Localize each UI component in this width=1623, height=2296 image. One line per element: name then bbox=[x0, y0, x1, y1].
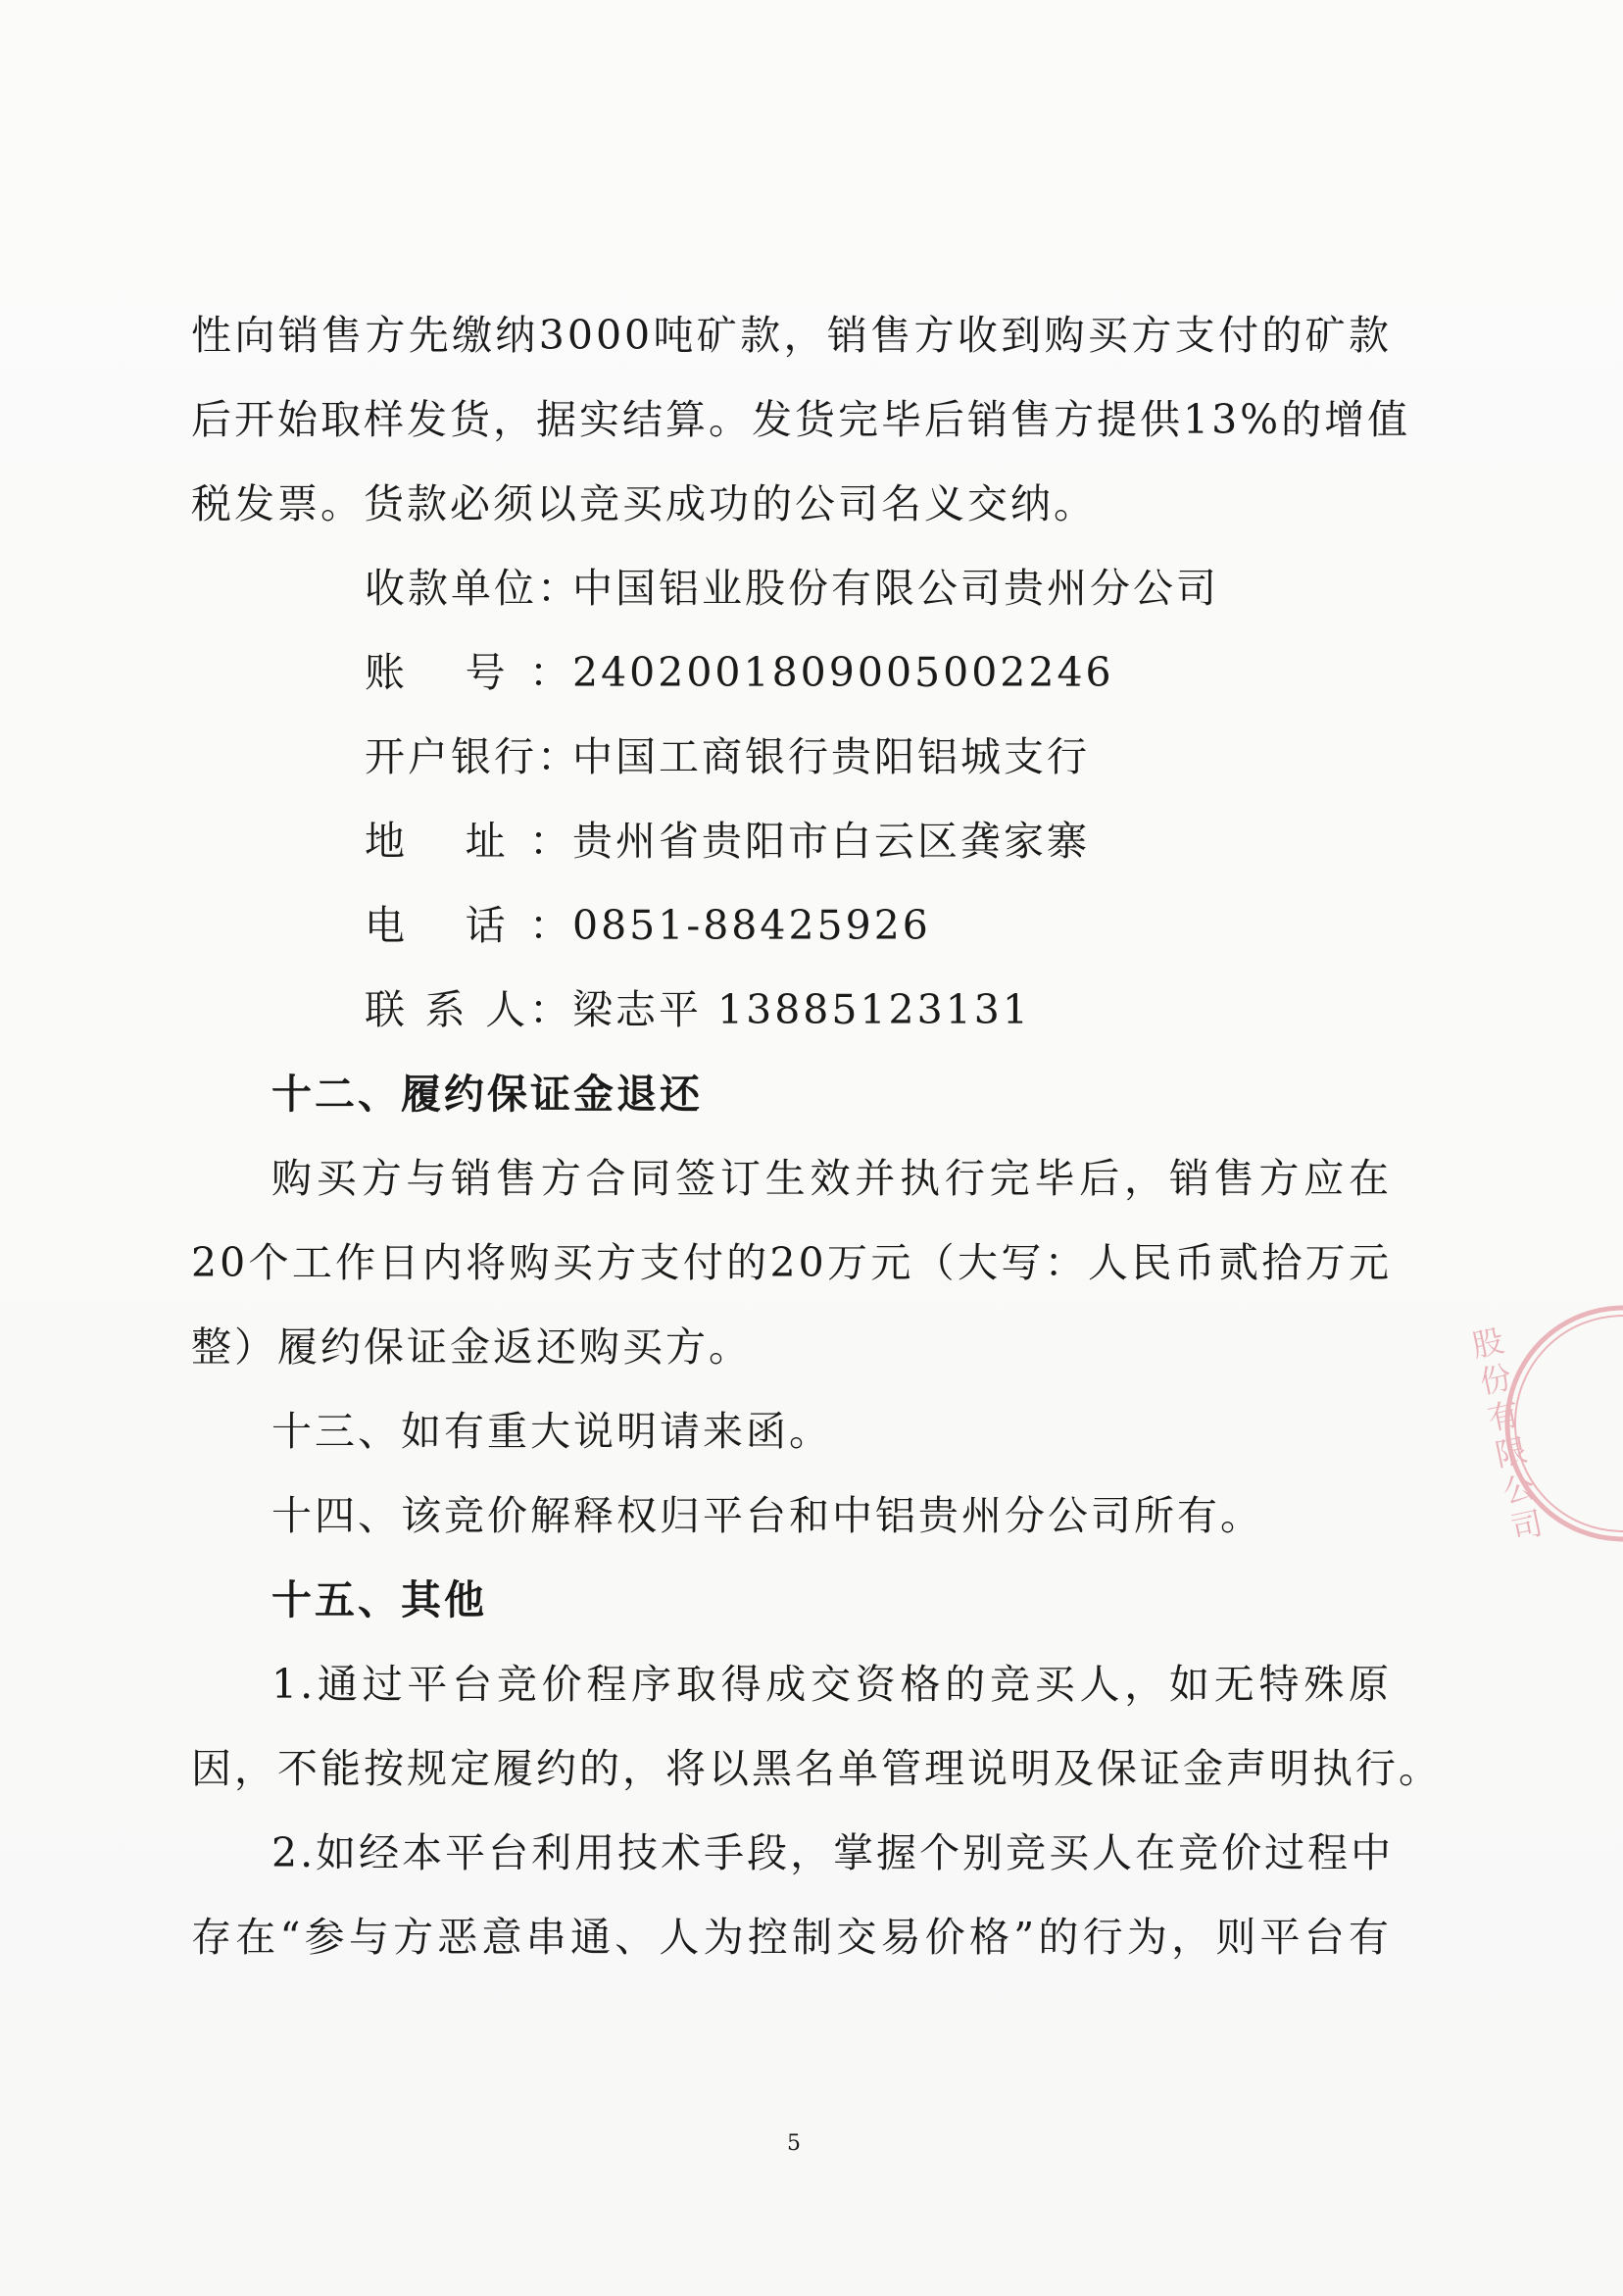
payment-row-account bbox=[365, 633, 1247, 712]
payment-row-bank bbox=[365, 718, 1247, 796]
section-12-title: 十二、履约保证金退还 bbox=[271, 1071, 703, 1118]
contact-label: 联 系 人： bbox=[365, 986, 572, 1033]
payment-row-phone bbox=[365, 886, 1247, 965]
bank-value: 中国工商银行贵阳铝城支行 bbox=[572, 733, 1090, 780]
payee-label: 收款单位： bbox=[365, 565, 580, 612]
bank-label: 开户银行： bbox=[365, 733, 580, 780]
phone-value: 0851-88425926 bbox=[572, 902, 931, 949]
contact-value: 梁志平 13885123131 bbox=[572, 986, 1031, 1033]
section-12-line-3: 整）履约保证金返还购买方。 bbox=[191, 1323, 752, 1371]
section-15-item-2-line-2: 存在“参与方恶意串通、人为控制交易价格”的行为，则平台有 bbox=[191, 1914, 1392, 1961]
payment-row-address bbox=[365, 802, 1247, 880]
phone-label: 电 话： bbox=[365, 902, 572, 949]
payment-row-contact bbox=[365, 971, 1247, 1049]
section-15-title: 十五、其他 bbox=[271, 1576, 487, 1623]
account-label: 账 号： bbox=[365, 649, 572, 696]
section-14: 十四、该竞价解释权归平台和中铝贵州分公司所有。 bbox=[271, 1492, 1263, 1539]
payment-row-payee bbox=[365, 549, 1247, 627]
paragraph-line-3: 税发票。货款必须以竞买成功的公司名义交纳。 bbox=[191, 480, 1097, 527]
paragraph-line-1: 性向销售方先缴纳3000吨矿款，销售方收到购买方支付的矿款 bbox=[191, 312, 1392, 359]
page-number: 5 bbox=[787, 2131, 801, 2156]
payee-value: 中国铝业股份有限公司贵州分公司 bbox=[572, 565, 1219, 612]
section-15-item-2-line-1: 2.如经本平台利用技术手段，掌握个别竞买人在竞价过程中 bbox=[271, 1829, 1395, 1876]
paragraph-line-2: 后开始取样发货，据实结算。发货完毕后销售方提供13%的增值 bbox=[191, 396, 1411, 443]
account-value: 2402001809005002246 bbox=[572, 649, 1114, 696]
seal-text: 股份有限公司 bbox=[1468, 1322, 1547, 1548]
address-label: 地 址： bbox=[365, 818, 572, 865]
section-15-item-1-line-1: 1.通过平台竞价程序取得成交资格的竞买人，如无特殊原 bbox=[271, 1661, 1392, 1708]
company-seal-partial bbox=[1454, 1289, 1623, 1558]
section-13: 十三、如有重大说明请来函。 bbox=[271, 1408, 832, 1455]
address-value: 贵州省贵阳市白云区龚家寨 bbox=[572, 818, 1090, 865]
section-15-item-1-line-2: 因，不能按规定履约的，将以黑名单管理说明及保证金声明执行。 bbox=[191, 1745, 1442, 1792]
section-12-line-2: 20个工作日内将购买方支付的20万元（大写：人民币贰拾万元 bbox=[191, 1239, 1392, 1286]
section-12-line-1: 购买方与销售方合同签订生效并执行完毕后，销售方应在 bbox=[271, 1155, 1392, 1202]
